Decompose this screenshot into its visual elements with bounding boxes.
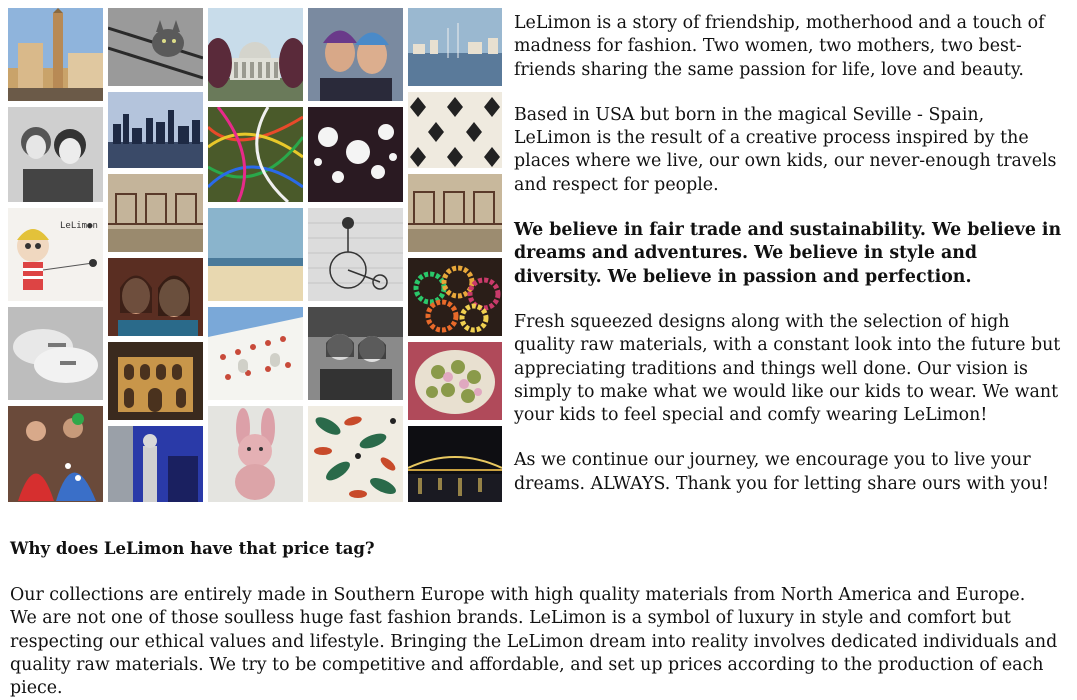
story-paragraph-friendship: LeLimon is a story of friendship, motherhood and a touch of madness for fashion. Two women, two mothers, two best-friends sharing the same passion for life, love and beauty.	[514, 13, 1045, 80]
price-paragraph-materials: Our collections are entirely made in Southern Europe with high quality materials from North America and Europe.	[10, 585, 1026, 605]
photo-bridge-night	[408, 426, 502, 502]
photo-colored-threads	[208, 107, 303, 202]
photo-bw-women	[8, 107, 103, 202]
story-paragraph-beliefs: We believe in fair trade and sustainability. We believe in dreams and adventures. We believe in style and diversity. We believe in passion and perfection.	[514, 220, 1062, 287]
photo-knitted-bunny	[208, 406, 303, 502]
photo-flower-bowl	[408, 342, 502, 420]
story-paragraph-origin: Based in USA but born in the magical Seville - Spain, LeLimon is the result of a creative process inspired by the places where we live, our own kids, our never-enough travels and respect for people.	[514, 104, 1057, 195]
photo-leaf-fabric	[308, 406, 403, 502]
photo-beach	[208, 208, 303, 301]
price-section	[10, 538, 1070, 700]
photo-flamenco-dancers	[8, 406, 103, 502]
photo-skyline	[108, 92, 203, 168]
photo-two-women-selfie	[108, 258, 203, 336]
story-paragraph-journey: As we continue our journey, we encourage you to live your dreams. ALWAYS. Thank you for letting share ours with you!	[514, 450, 1050, 494]
photo-two-women-hats	[308, 8, 403, 101]
price-paragraph-values: We are not one of those soulless huge fast fashion brands. LeLimon is a symbol of luxury in style and comfort but respecting our ethical values and lifestyle. Bringing the LeLimon dream into reality involves dedicated individuals and quality raw materials. We try to be competitive and affordable, and set up prices according to the production of each piece.	[10, 608, 1058, 699]
photo-seville-tower	[8, 8, 103, 101]
photo-pattern-fabric	[408, 92, 502, 168]
about-story	[514, 12, 1062, 518]
photo-white-village	[208, 307, 303, 400]
photo-lelimon-illustration	[8, 208, 103, 301]
photo-balcony	[108, 174, 203, 252]
photo-beads	[408, 258, 502, 336]
photo-harbor	[408, 8, 502, 86]
photo-balcony-2	[408, 174, 502, 252]
photo-domed-building	[208, 8, 303, 101]
price-heading: Why does LeLimon have that price tag?	[10, 539, 375, 558]
photo-lights	[308, 107, 403, 202]
photo-bicycle-sketch	[308, 208, 403, 301]
photo-hands-rings	[8, 307, 103, 400]
photo-collage	[8, 8, 502, 502]
photo-statue	[108, 426, 203, 502]
photo-bw-two-women	[308, 307, 403, 400]
photo-cat-window	[108, 8, 203, 86]
photo-palace-night	[108, 342, 203, 420]
illustration-lettering: LeLim●n	[60, 221, 98, 231]
story-paragraph-vision: Fresh squeezed designs along with the selection of high quality raw materials, with a constant look into the future but appreciating traditions and things well done. Our vision is simply to make what we would like our kids to wear. We want your kids to feel special and comfy wearing LeLimon!	[514, 311, 1061, 426]
